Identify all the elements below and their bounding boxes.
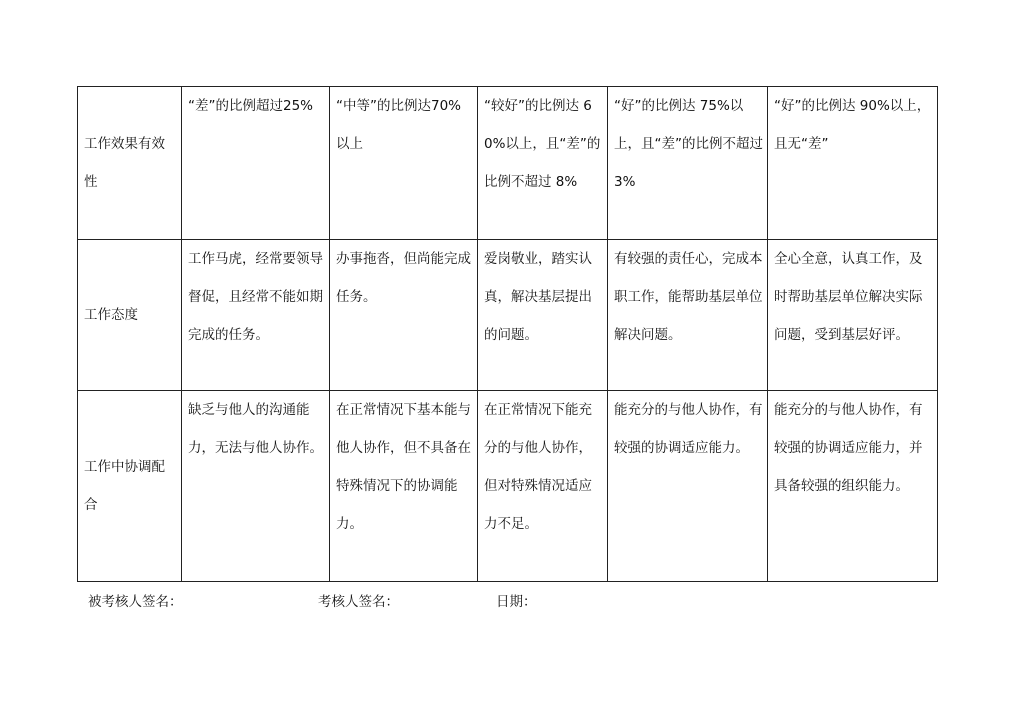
grade-cell-fair: 在正常情况下能充分的与他人协作，但对特殊情况适应力不足。 xyxy=(478,391,608,582)
grade-cell-good: 有较强的责任心，完成本职工作，能帮助基层单位解决问题。 xyxy=(608,240,768,391)
grade-cell-poor: 缺乏与他人的沟通能力，无法与他人协作。 xyxy=(182,391,330,582)
grade-cell-good: “好”的比例达 75%以上，且“差”的比例不超过 3% xyxy=(608,87,768,240)
criterion-label: 工作效果有效性 xyxy=(78,87,182,240)
table-row xyxy=(78,391,938,582)
criterion-label: 工作中协调配合 xyxy=(78,391,182,582)
table-row xyxy=(78,240,938,391)
grade-cell-excellent: 能充分的与他人协作，有较强的协调适应能力，并具备较强的组织能力。 xyxy=(768,391,938,582)
criterion-label: 工作态度 xyxy=(78,240,182,391)
table-row xyxy=(78,87,938,240)
date-label: 日期： xyxy=(496,594,537,610)
grade-cell-poor: “差”的比例超过25% xyxy=(182,87,330,240)
grade-cell-fair: 爱岗敬业，踏实认真，解决基层提出的问题。 xyxy=(478,240,608,391)
grade-cell-excellent: 全心全意，认真工作，及时帮助基层单位解决实际问题，受到基层好评。 xyxy=(768,240,938,391)
grade-cell-medium: “中等”的比例达70%以上 xyxy=(330,87,478,240)
grade-cell-excellent: “好”的比例达 90%以上，且无“差” xyxy=(768,87,938,240)
grade-cell-medium: 在正常情况下基本能与他人协作，但不具备在特殊情况下的协调能力。 xyxy=(330,391,478,582)
evaluation-table xyxy=(77,86,938,582)
grade-cell-poor: 工作马虎，经常要领导督促，且经常不能如期完成的任务。 xyxy=(182,240,330,391)
appraisee-signature-label: 被考核人签名： xyxy=(88,594,183,610)
appraiser-signature-label: 考核人签名： xyxy=(318,594,399,610)
grade-cell-good: 能充分的与他人协作，有较强的协调适应能力。 xyxy=(608,391,768,582)
grade-cell-medium: 办事拖沓，但尚能完成任务。 xyxy=(330,240,478,391)
grade-cell-fair: “较好”的比例达 60%以上，且“差”的比例不超过 8% xyxy=(478,87,608,240)
